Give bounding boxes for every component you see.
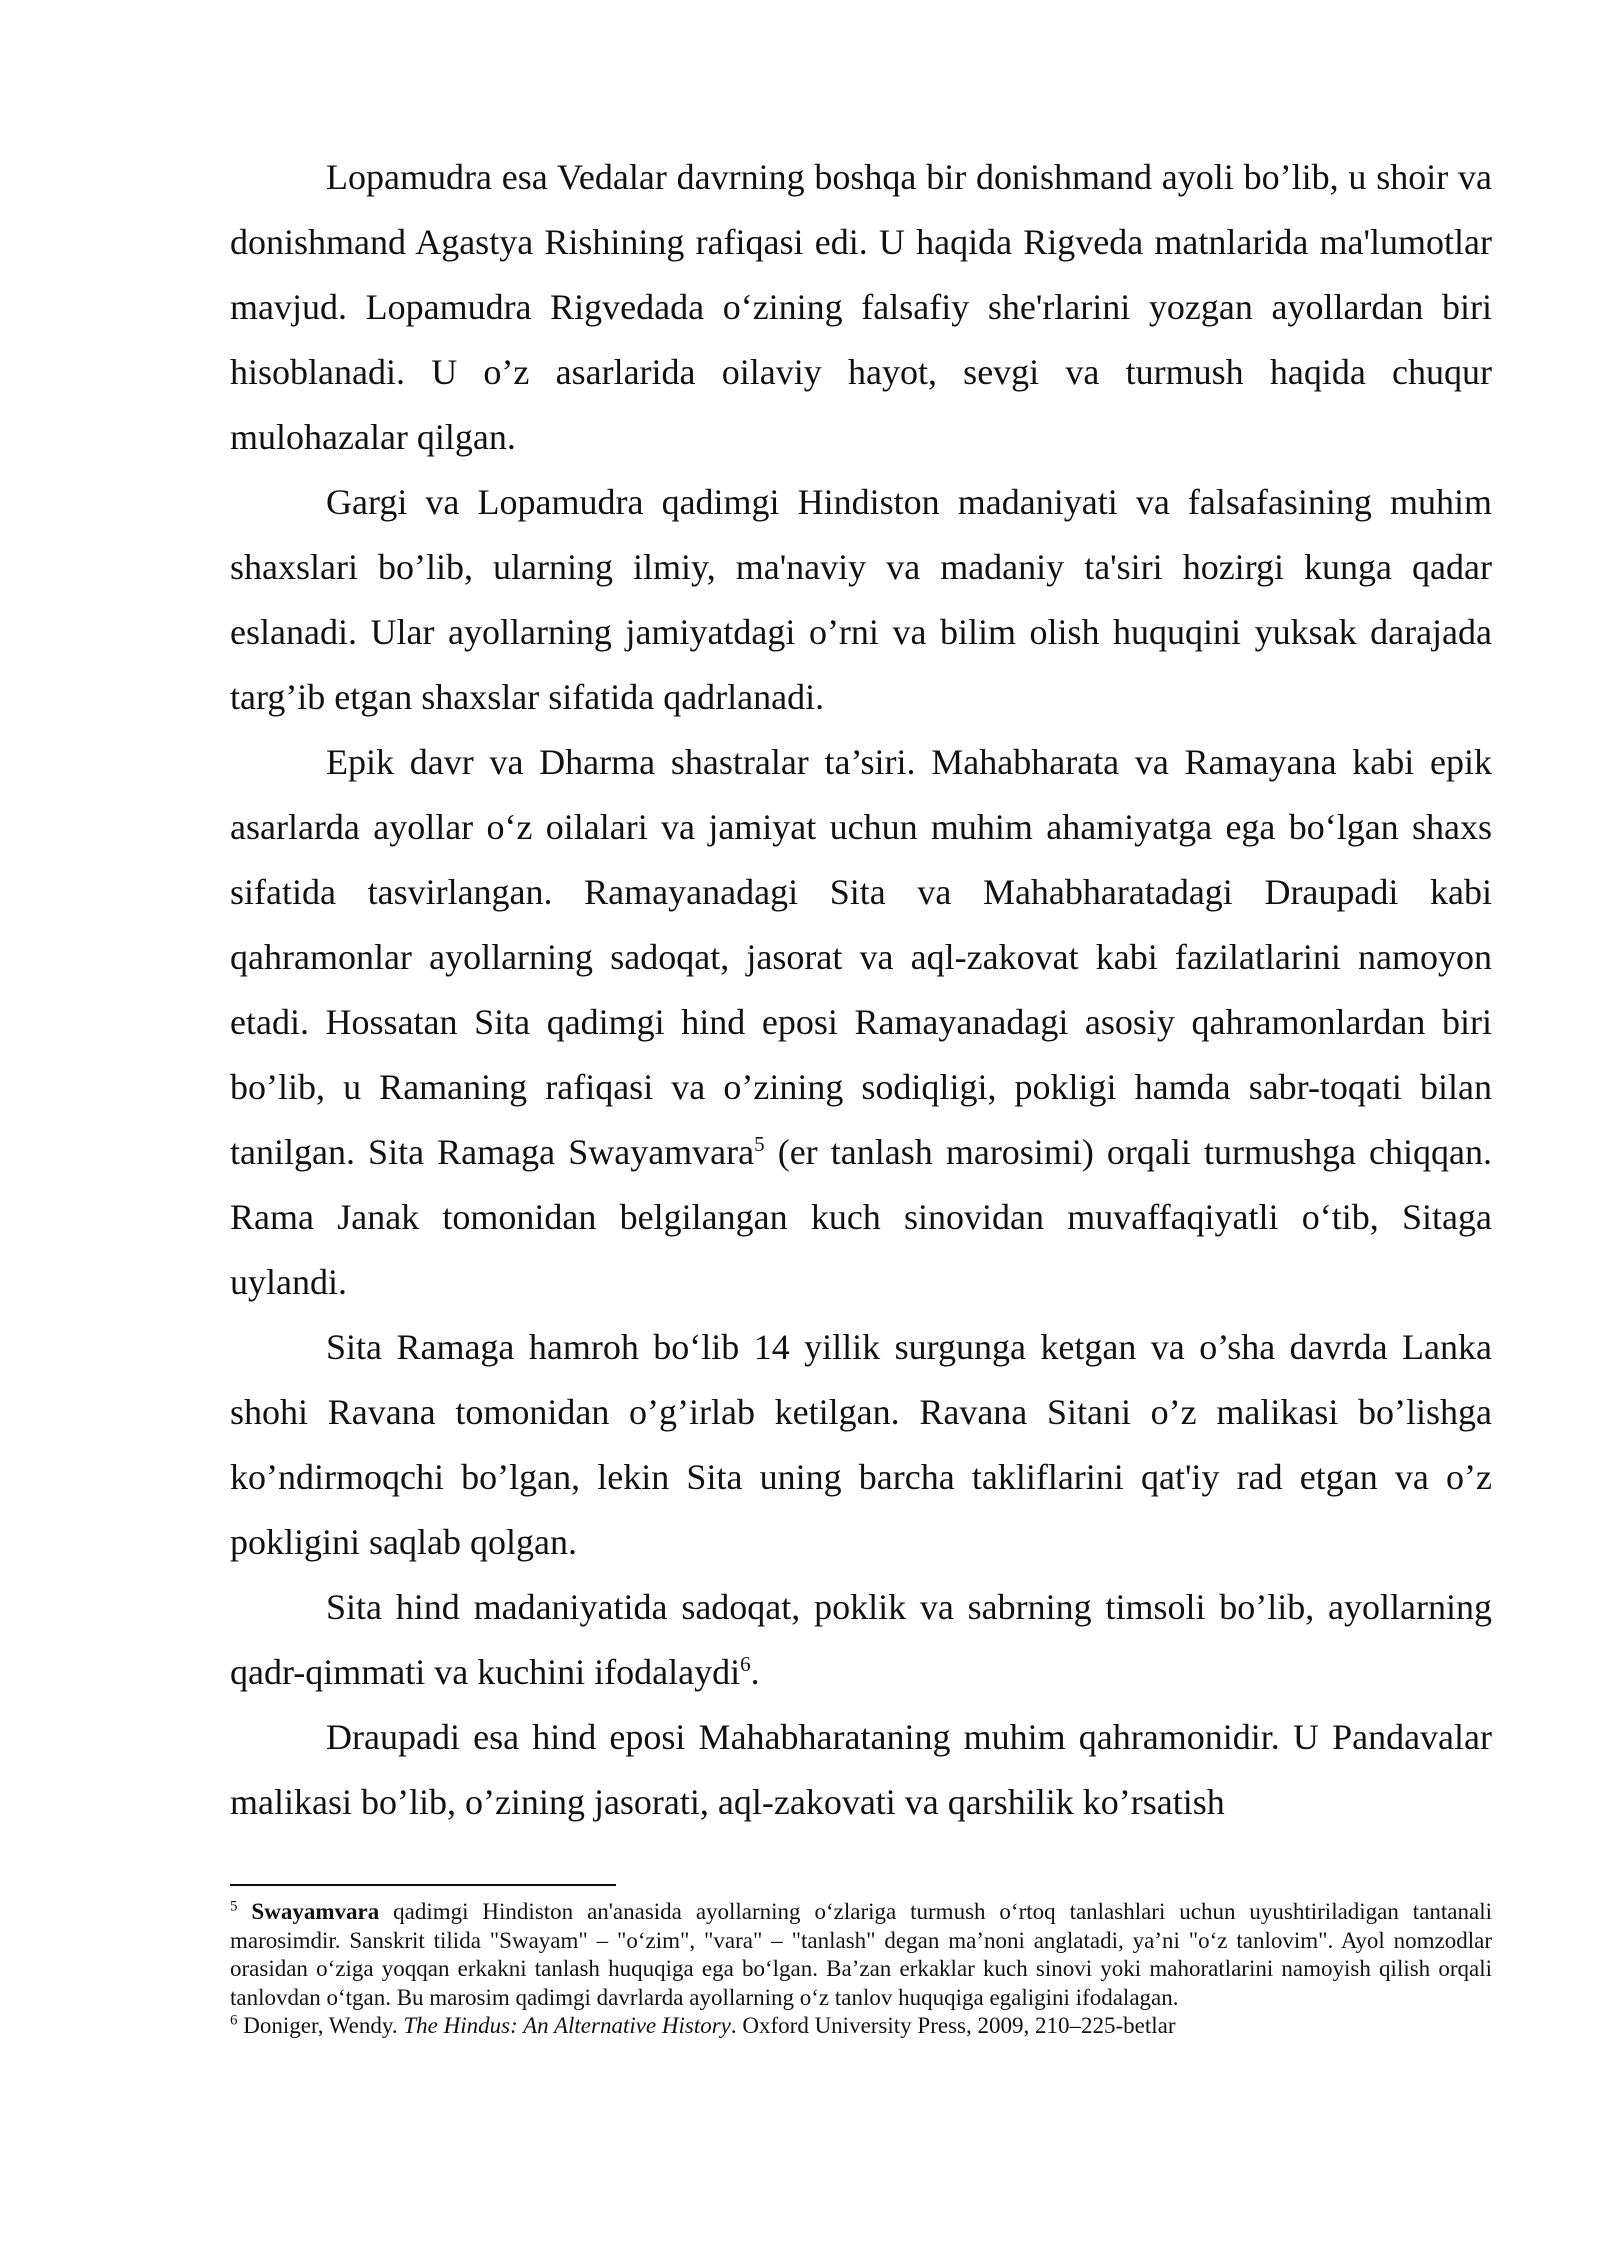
paragraph-sita-symbol [230,1575,1492,1705]
body-text [230,145,1492,1835]
footnote-6 [230,2012,1492,2041]
paragraph-exile: Sita Ramaga hamroh bo‘lib 14 yillik surgunga ketgan va o’sha davrda Lanka shohi Ravana tomonidan o’g’irlab ketilgan. Ravana Sitani o’z malikasi bo’lishga ko’ndirmoqchi bo’lgan, lekin Sita uning barcha takliflarini qat'iy rad etgan va o’z pokligini saqlab qolgan. [230,1327,1492,1562]
footnote-book-title: The Hindus: An Alternative History [403,2013,731,2039]
paragraph-draupadi: Draupadi esa hind eposi Mahabharataning muhim qahramonidir. U Pandavalar malikasi bo’lib, o’zining jasorati, aql-zakovati va qarshilik ko’rsatish [230,1717,1492,1822]
footnote-separator [230,1884,616,1886]
paragraph-text: (er tanlash marosimi) orqali turmushga chiqqan. Rama Janak tomonidan belgilangan kuch sinovidan muvaffaqiyatli o‘tib, Sitaga uylandi. [230,1132,1492,1302]
footnote-author: Doniger, Wendy. [243,2013,404,2039]
paragraph-text: Epik davr va Dharma shastralar ta’siri. Mahabharata va Ramayana kabi epik asarlarda ayollar o‘z oilalari va jamiyat uchun muhim ahamiyatga ega bo‘lgan shaxs sifatida tasvirlangan. Ramayanadagi Sita va Mahabharatadagi Draupadi kabi qahramonlar ayollarning sadoqat, jasorat va aql-zakovat kabi fazilatlarini namoyon etadi. Hossatan Sita qadimgi hind eposi Ramayanadagi asosiy qahramonlardan biri bo’lib, u Ramaning rafiqasi va o’zining sodiqligi, pokligi hamda sabr-toqati bilan tanilgan. Sita Ramaga Swayamvara [230,742,1492,1172]
footnote-term: Swayamvara [251,1899,380,1924]
footnote-number: 6 [230,2012,238,2029]
footnote-text: . Oxford University Press, 2009, 210–225-betlar [730,2013,1176,2039]
paragraph-text: Sita hind madaniyatida sadoqat, poklik va sabrning timsoli bo’lib, ayollarning qadr-qimmati va kuchini ifodalaydi [230,1587,1492,1692]
paragraph-epic-period [230,730,1492,1315]
paragraph-lopamudra: Lopamudra esa Vedalar davrning boshqa bir donishmand ayoli bo’lib, u shoir va donishmand Agastya Rishining rafiqasi edi. U haqida Rigveda matnlarida ma'lumotlar mavjud. Lopamudra Rigvedada o‘zining falsafiy she'rlarini yozgan ayollardan biri hisoblanadi. U o’z asarlarida oilaviy hayot, sevgi va turmush haqida chuqur mulohazalar qilgan. [230,157,1492,457]
footnotes [230,1898,1492,2041]
footnote-number: 5 [230,1898,238,1915]
footnote-5 [230,1898,1492,2012]
footnote-reference[interactable]: 6 [740,1652,751,1676]
footnote-text: qadimgi Hindiston an'anasida ayollarning o‘zlariga turmush o‘rtoq tanlashlari uchun uyushtiriladigan tantanali marosimdir. Sanskrit tilida "Swayam" – "o‘zim", "vara" – "tanlash" degan ma’noni anglatadi, ya’ni "o‘z tanlovim". Ayol nomzodlar orasidan o‘ziga yoqqan erkakni tanlash huquqiga ega bo‘lgan. Ba’zan erkaklar kuch sinovi yoki mahoratlarini namoyish qilish orqali tanlovdan o‘tgan. Bu marosim qadimgi davrlarda ayollarning o‘z tanlov huquqiga egaligini ifodalagan. [230,1899,1492,2010]
footnote-reference[interactable]: 5 [754,1132,765,1156]
paragraph-gargi-lopamudra: Gargi va Lopamudra qadimgi Hindiston madaniyati va falsafasining muhim shaxslari bo’lib, ularning ilmiy, ma'naviy va madaniy ta'siri hozirgi kunga qadar eslanadi. Ular ayollarning jamiyatdagi o’rni va bilim olish huquqini yuksak darajada targ’ib etgan shaxslar sifatida qadrlanadi. [230,482,1492,717]
paragraph-text: . [750,1652,760,1692]
